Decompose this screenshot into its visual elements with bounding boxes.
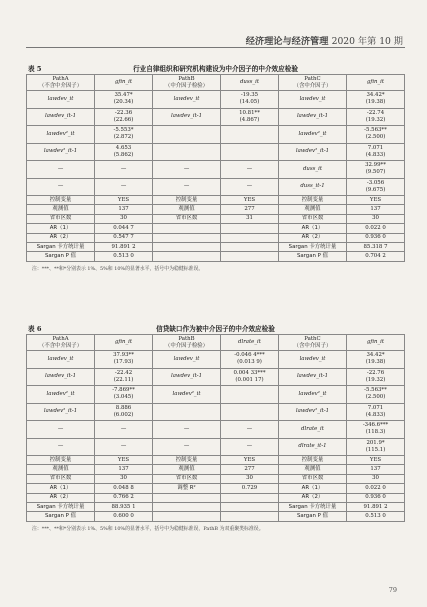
table-6-title: 信贷缺口作为被中介因子的中介效应检验 xyxy=(156,325,275,333)
value-cell: -7.869** (3.045) xyxy=(95,386,153,404)
variable-cell: 控制变量 xyxy=(278,196,346,205)
variable-cell: AR（2） xyxy=(278,493,346,502)
value-cell: YES xyxy=(95,196,153,205)
value-cell: — xyxy=(95,421,153,439)
table-row xyxy=(27,108,405,126)
value-cell: 88.935 1 xyxy=(95,502,153,511)
value-cell: -22.74 (19.32) xyxy=(347,108,405,126)
variable-cell: lawdev²_it-1 xyxy=(27,143,95,161)
value-cell: — xyxy=(221,161,279,179)
value-cell xyxy=(221,512,279,521)
table-row xyxy=(27,214,405,223)
variable-cell: — xyxy=(27,421,95,439)
value-cell: 30 xyxy=(347,214,405,223)
variable-cell: lawdev_it xyxy=(278,91,346,109)
variable-cell: AR（1） xyxy=(278,224,346,233)
value-cell: 137 xyxy=(95,465,153,474)
value-cell xyxy=(221,252,279,261)
table-5-note: 注：***、**和*分别表示 1%、5%和 10%的显著水平，括号中为稳健标准误。 xyxy=(32,265,204,272)
variable-cell: 省市区数 xyxy=(152,474,220,483)
value-cell: 85.318 7 xyxy=(347,242,405,251)
table-row xyxy=(27,502,405,511)
value-cell xyxy=(221,233,279,242)
variable-cell: Sargan P 值 xyxy=(278,512,346,521)
variable-cell: lawdev²_it-1 xyxy=(27,403,95,421)
variable-cell: 控制变量 xyxy=(278,456,346,465)
value-cell: 10.81** (4.867) xyxy=(221,108,279,126)
variable-cell: lawdev²_it xyxy=(27,386,95,404)
table-row xyxy=(27,233,405,242)
variable-cell: lawdev²_it xyxy=(27,126,95,144)
variable-cell: lawdev_it xyxy=(152,91,220,109)
variable-cell xyxy=(152,252,220,261)
value-cell xyxy=(221,403,279,421)
value-cell: 137 xyxy=(347,205,405,214)
variable-cell: lawdev_it-1 xyxy=(278,368,346,386)
variable-cell: Sargan P 值 xyxy=(27,512,95,521)
value-cell: 35.47* (20.34) xyxy=(95,91,153,109)
column-header: duss_it xyxy=(221,75,279,91)
value-cell: 30 xyxy=(95,474,153,483)
table-row xyxy=(27,474,405,483)
table-row xyxy=(27,242,405,251)
variable-cell: AR（1） xyxy=(27,484,95,493)
table-row xyxy=(27,351,405,369)
value-cell: 201.9* (115.1) xyxy=(347,438,405,456)
table-row xyxy=(27,438,405,456)
value-cell: 32.99** (9.507) xyxy=(347,161,405,179)
variable-cell: 控制变量 xyxy=(27,196,95,205)
variable-cell: Sargan 卡方统计量 xyxy=(27,242,95,251)
value-cell: 0.044 7 xyxy=(95,224,153,233)
variable-cell: lawdev²_it-1 xyxy=(278,143,346,161)
variable-cell: lawdev²_it xyxy=(278,386,346,404)
table-row xyxy=(27,143,405,161)
column-header: PathA （不含中介因子） xyxy=(27,75,95,91)
value-cell: -22.36 (22.66) xyxy=(95,108,153,126)
header-row xyxy=(27,335,405,351)
variable-cell: Sargan P 值 xyxy=(278,252,346,261)
value-cell: -19.35 (14.05) xyxy=(221,91,279,109)
variable-cell: — xyxy=(152,178,220,196)
value-cell: YES xyxy=(221,196,279,205)
table-5-body xyxy=(27,75,405,262)
value-cell: YES xyxy=(347,196,405,205)
value-cell: YES xyxy=(221,456,279,465)
value-cell: 0.513 0 xyxy=(95,252,153,261)
table-row xyxy=(27,91,405,109)
variable-cell: 省市区数 xyxy=(27,474,95,483)
header-rule xyxy=(26,47,405,48)
table-row xyxy=(27,456,405,465)
journal-name: 经济理论与经济管理 xyxy=(245,36,329,47)
value-cell: 0.936 0 xyxy=(347,233,405,242)
value-cell: 0.547 7 xyxy=(95,233,153,242)
variable-cell: lawdev_it-1 xyxy=(27,108,95,126)
table-row xyxy=(27,126,405,144)
value-cell: 0.022 0 xyxy=(347,224,405,233)
column-header: PathB （中介因子检验） xyxy=(152,335,220,351)
column-header: gfin_it xyxy=(95,335,153,351)
table-row xyxy=(27,252,405,261)
value-cell xyxy=(221,126,279,144)
variable-cell: 省市区数 xyxy=(278,474,346,483)
variable-cell: Sargan 卡方统计量 xyxy=(278,502,346,511)
variable-cell: 调整 R² xyxy=(152,484,220,493)
variable-cell: duss_it xyxy=(278,161,346,179)
value-cell: -5.553* (2.872) xyxy=(95,126,153,144)
value-cell xyxy=(221,502,279,511)
variable-cell: 观测值 xyxy=(27,465,95,474)
value-cell: YES xyxy=(347,456,405,465)
value-cell: 0.022 0 xyxy=(347,484,405,493)
variable-cell: AR（2） xyxy=(27,493,95,502)
variable-cell: 省市区数 xyxy=(27,214,95,223)
journal-header xyxy=(246,33,403,47)
value-cell xyxy=(221,143,279,161)
value-cell: -5.563** (2.500) xyxy=(347,126,405,144)
value-cell: 31 xyxy=(221,214,279,223)
table-5-title: 行业自律组织和研究机构建设为中介因子的中介效应检验 xyxy=(133,65,298,73)
variable-cell: 省市区数 xyxy=(152,214,220,223)
column-header: gfin_it xyxy=(95,75,153,91)
table-6-number: 表 6 xyxy=(28,325,42,333)
page-header xyxy=(0,0,427,52)
value-cell: — xyxy=(221,178,279,196)
variable-cell: lawdev_it xyxy=(27,351,95,369)
variable-cell: 控制变量 xyxy=(152,196,220,205)
variable-cell: dlrate_it xyxy=(278,421,346,439)
variable-cell: Sargan 卡方统计量 xyxy=(278,242,346,251)
value-cell: 91.891 2 xyxy=(347,502,405,511)
value-cell: 30 xyxy=(95,214,153,223)
value-cell: 7.071 (4.833) xyxy=(347,403,405,421)
variable-cell: — xyxy=(152,161,220,179)
value-cell xyxy=(221,386,279,404)
value-cell: -22.76 (19.32) xyxy=(347,368,405,386)
variable-cell xyxy=(152,233,220,242)
value-cell: 30 xyxy=(347,474,405,483)
value-cell xyxy=(221,242,279,251)
table-row xyxy=(27,196,405,205)
variable-cell: lawdev_it xyxy=(278,351,346,369)
header-row xyxy=(27,75,405,91)
table-5-grid xyxy=(26,74,405,262)
variable-cell: 观测值 xyxy=(278,205,346,214)
column-header: PathB （中介因子检验） xyxy=(152,75,220,91)
value-cell: — xyxy=(95,178,153,196)
variable-cell: dlrate_it-1 xyxy=(278,438,346,456)
table-5 xyxy=(26,62,405,272)
value-cell: 0.004 33*** (0.001 17) xyxy=(221,368,279,386)
value-cell: 277 xyxy=(221,465,279,474)
variable-cell: AR（2） xyxy=(27,233,95,242)
variable-cell: lawdev²_it xyxy=(278,126,346,144)
variable-cell: AR（1） xyxy=(278,484,346,493)
variable-cell xyxy=(152,493,220,502)
table-row xyxy=(27,386,405,404)
table-6-caption xyxy=(26,322,405,334)
value-cell: 7.071 (4.833) xyxy=(347,143,405,161)
table-row xyxy=(27,368,405,386)
value-cell: 137 xyxy=(347,465,405,474)
variable-cell xyxy=(152,143,220,161)
column-header: gfin_it xyxy=(347,75,405,91)
value-cell: YES xyxy=(95,456,153,465)
variable-cell xyxy=(152,224,220,233)
value-cell: 8.886 (6.002) xyxy=(95,403,153,421)
table-6 xyxy=(26,322,405,532)
variable-cell: 观测值 xyxy=(152,205,220,214)
value-cell: 30 xyxy=(221,474,279,483)
variable-cell: — xyxy=(27,161,95,179)
table-row xyxy=(27,421,405,439)
value-cell: 0.936 0 xyxy=(347,493,405,502)
variable-cell xyxy=(152,126,220,144)
variable-cell: lawdev_it xyxy=(27,91,95,109)
variable-cell: — xyxy=(27,438,95,456)
variable-cell: — xyxy=(27,178,95,196)
value-cell xyxy=(221,224,279,233)
variable-cell: lawdev²_it-1 xyxy=(278,403,346,421)
value-cell: 277 xyxy=(221,205,279,214)
variable-cell: lawdev²_it xyxy=(152,386,220,404)
variable-cell: AR（1） xyxy=(27,224,95,233)
table-row xyxy=(27,403,405,421)
variable-cell xyxy=(152,242,220,251)
variable-cell: AR（2） xyxy=(278,233,346,242)
column-header: PathA （不含中介因子） xyxy=(27,335,95,351)
variable-cell: Sargan 卡方统计量 xyxy=(27,502,95,511)
value-cell: -5.563** (2.500) xyxy=(347,386,405,404)
column-header: PathC （含中介因子） xyxy=(278,335,346,351)
page-number: 79 xyxy=(388,586,397,594)
value-cell: -22.42 (22.11) xyxy=(95,368,153,386)
value-cell: 34.42* (19.38) xyxy=(347,351,405,369)
value-cell: -0.046 4*** (0.013 9) xyxy=(221,351,279,369)
variable-cell: 省市区数 xyxy=(278,214,346,223)
value-cell xyxy=(221,493,279,502)
journal-issue: 2020 年第 10 期 xyxy=(331,36,403,47)
variable-cell: — xyxy=(152,421,220,439)
variable-cell: 观测值 xyxy=(278,465,346,474)
variable-cell xyxy=(152,403,220,421)
variable-cell: 控制变量 xyxy=(27,456,95,465)
table-row xyxy=(27,161,405,179)
variable-cell: Sargan P 值 xyxy=(27,252,95,261)
value-cell: 34.42* (19.38) xyxy=(347,91,405,109)
table-row xyxy=(27,465,405,474)
table-row xyxy=(27,224,405,233)
value-cell: 0.600 0 xyxy=(95,512,153,521)
variable-cell: duss_it-1 xyxy=(278,178,346,196)
variable-cell xyxy=(152,502,220,511)
value-cell: 137 xyxy=(95,205,153,214)
value-cell: 91.891 2 xyxy=(95,242,153,251)
variable-cell: lawdev_it-1 xyxy=(27,368,95,386)
value-cell: 4.653 (5.862) xyxy=(95,143,153,161)
variable-cell: 观测值 xyxy=(152,465,220,474)
column-header: PathC （含中介因子） xyxy=(278,75,346,91)
value-cell: 0.513 0 xyxy=(347,512,405,521)
table-row xyxy=(27,512,405,521)
variable-cell: lawdev_it xyxy=(152,351,220,369)
variable-cell: 观测值 xyxy=(27,205,95,214)
table-5-number: 表 5 xyxy=(28,65,42,73)
table-6-grid xyxy=(26,334,405,522)
value-cell: -346.6*** (118.3) xyxy=(347,421,405,439)
value-cell: 37.93** (17.93) xyxy=(95,351,153,369)
variable-cell: 控制变量 xyxy=(152,456,220,465)
value-cell: — xyxy=(221,438,279,456)
value-cell: 0.704 2 xyxy=(347,252,405,261)
table-5-caption xyxy=(26,62,405,74)
variable-cell xyxy=(152,512,220,521)
value-cell: — xyxy=(95,161,153,179)
value-cell: 0.048 8 xyxy=(95,484,153,493)
value-cell: — xyxy=(221,421,279,439)
table-row xyxy=(27,178,405,196)
variable-cell: lawdev_it-1 xyxy=(152,368,220,386)
column-header: gfin_it xyxy=(347,335,405,351)
variable-cell: lawdev_it-1 xyxy=(152,108,220,126)
column-header: dlrate_it xyxy=(221,335,279,351)
table-row xyxy=(27,484,405,493)
value-cell: 0.766 2 xyxy=(95,493,153,502)
table-row xyxy=(27,205,405,214)
value-cell: -3.056 (9.675) xyxy=(347,178,405,196)
variable-cell: — xyxy=(152,438,220,456)
value-cell: — xyxy=(95,438,153,456)
table-6-note: 注：***、**和*分别表示 1%、5%和 10%的显著水平，括号中为稳健标准误，PathB 为双重聚类标准误。 xyxy=(32,525,264,532)
value-cell: 0.729 xyxy=(221,484,279,493)
table-6-body xyxy=(27,335,405,522)
variable-cell: lawdev_it-1 xyxy=(278,108,346,126)
table-row xyxy=(27,493,405,502)
